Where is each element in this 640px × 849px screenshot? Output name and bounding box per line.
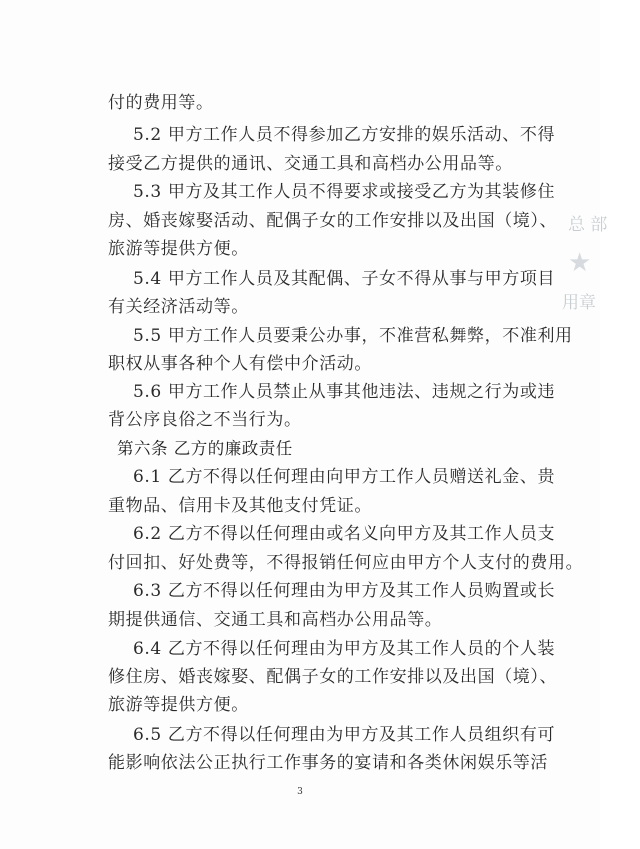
- text-line: 期提供通信、交通工具和高档办公用品等。: [108, 610, 443, 630]
- text-line: 能影响依法公正执行工作事务的宴请和各类休闲娱乐等活: [108, 753, 548, 773]
- text-line: 5.3 甲方及其工作人员不得要求或接受乙方为其装修住: [133, 182, 556, 202]
- text-line: 重物品、信用卡及其他支付凭证。: [108, 496, 372, 516]
- text-line: 修住房、婚丧嫁娶、配偶子女的工作安排以及出国（境）、: [108, 667, 558, 687]
- text-line: 6.2 乙方不得以任何理由或名义向甲方及其工作人员支: [133, 524, 556, 544]
- text-line: 5.2 甲方工作人员不得参加乙方安排的娱乐活动、不得: [133, 125, 556, 145]
- star-icon: ★: [568, 248, 592, 278]
- text-line: 6.4 乙方不得以任何理由为甲方及其工作人员的个人装: [133, 639, 556, 659]
- stamp-text-top: 总 部: [568, 215, 608, 235]
- text-line: 付的费用等。: [108, 93, 214, 113]
- text-line: 旅游等提供方便。: [108, 695, 249, 715]
- text-line: 房、婚丧嫁娶活动、配偶子女的工作安排以及出国（境）、: [108, 211, 558, 231]
- stamp-text-bottom: 用章: [562, 293, 596, 313]
- seal-stamp: [560, 196, 640, 336]
- page-number: 3: [297, 787, 303, 797]
- text-line: 旅游等提供方便。: [108, 239, 249, 259]
- text-line: 职权从事各种个人有偿中介活动。: [108, 354, 372, 374]
- text-line: 5.4 甲方工作人员及其配偶、子女不得从事与甲方项目: [133, 269, 556, 289]
- text-line: 接受乙方提供的通讯、交通工具和高档办公用品等。: [108, 154, 513, 174]
- section-heading: 第六条 乙方的廉政责任: [117, 439, 293, 458]
- text-line: 6.3 乙方不得以任何理由为甲方及其工作人员购置或长: [133, 581, 556, 601]
- text-line: 5.5 甲方工作人员要秉公办事，不准营私舞弊，不准利用: [133, 326, 573, 346]
- text-line: 6.1 乙方不得以任何理由向甲方工作人员赠送礼金、贵: [133, 467, 556, 487]
- text-line: 有关经济活动等。: [108, 297, 249, 317]
- text-line: 5.6 甲方工作人员禁止从事其他违法、违规之行为或违: [133, 382, 556, 402]
- text-line: 背公序良俗之不当行为。: [108, 410, 302, 430]
- text-line: 付回扣、好处费等，不得报销任何应由甲方个人支付的费用。: [108, 553, 584, 573]
- text-line: 6.5 乙方不得以任何理由为甲方及其工作人员组织有可: [133, 725, 556, 745]
